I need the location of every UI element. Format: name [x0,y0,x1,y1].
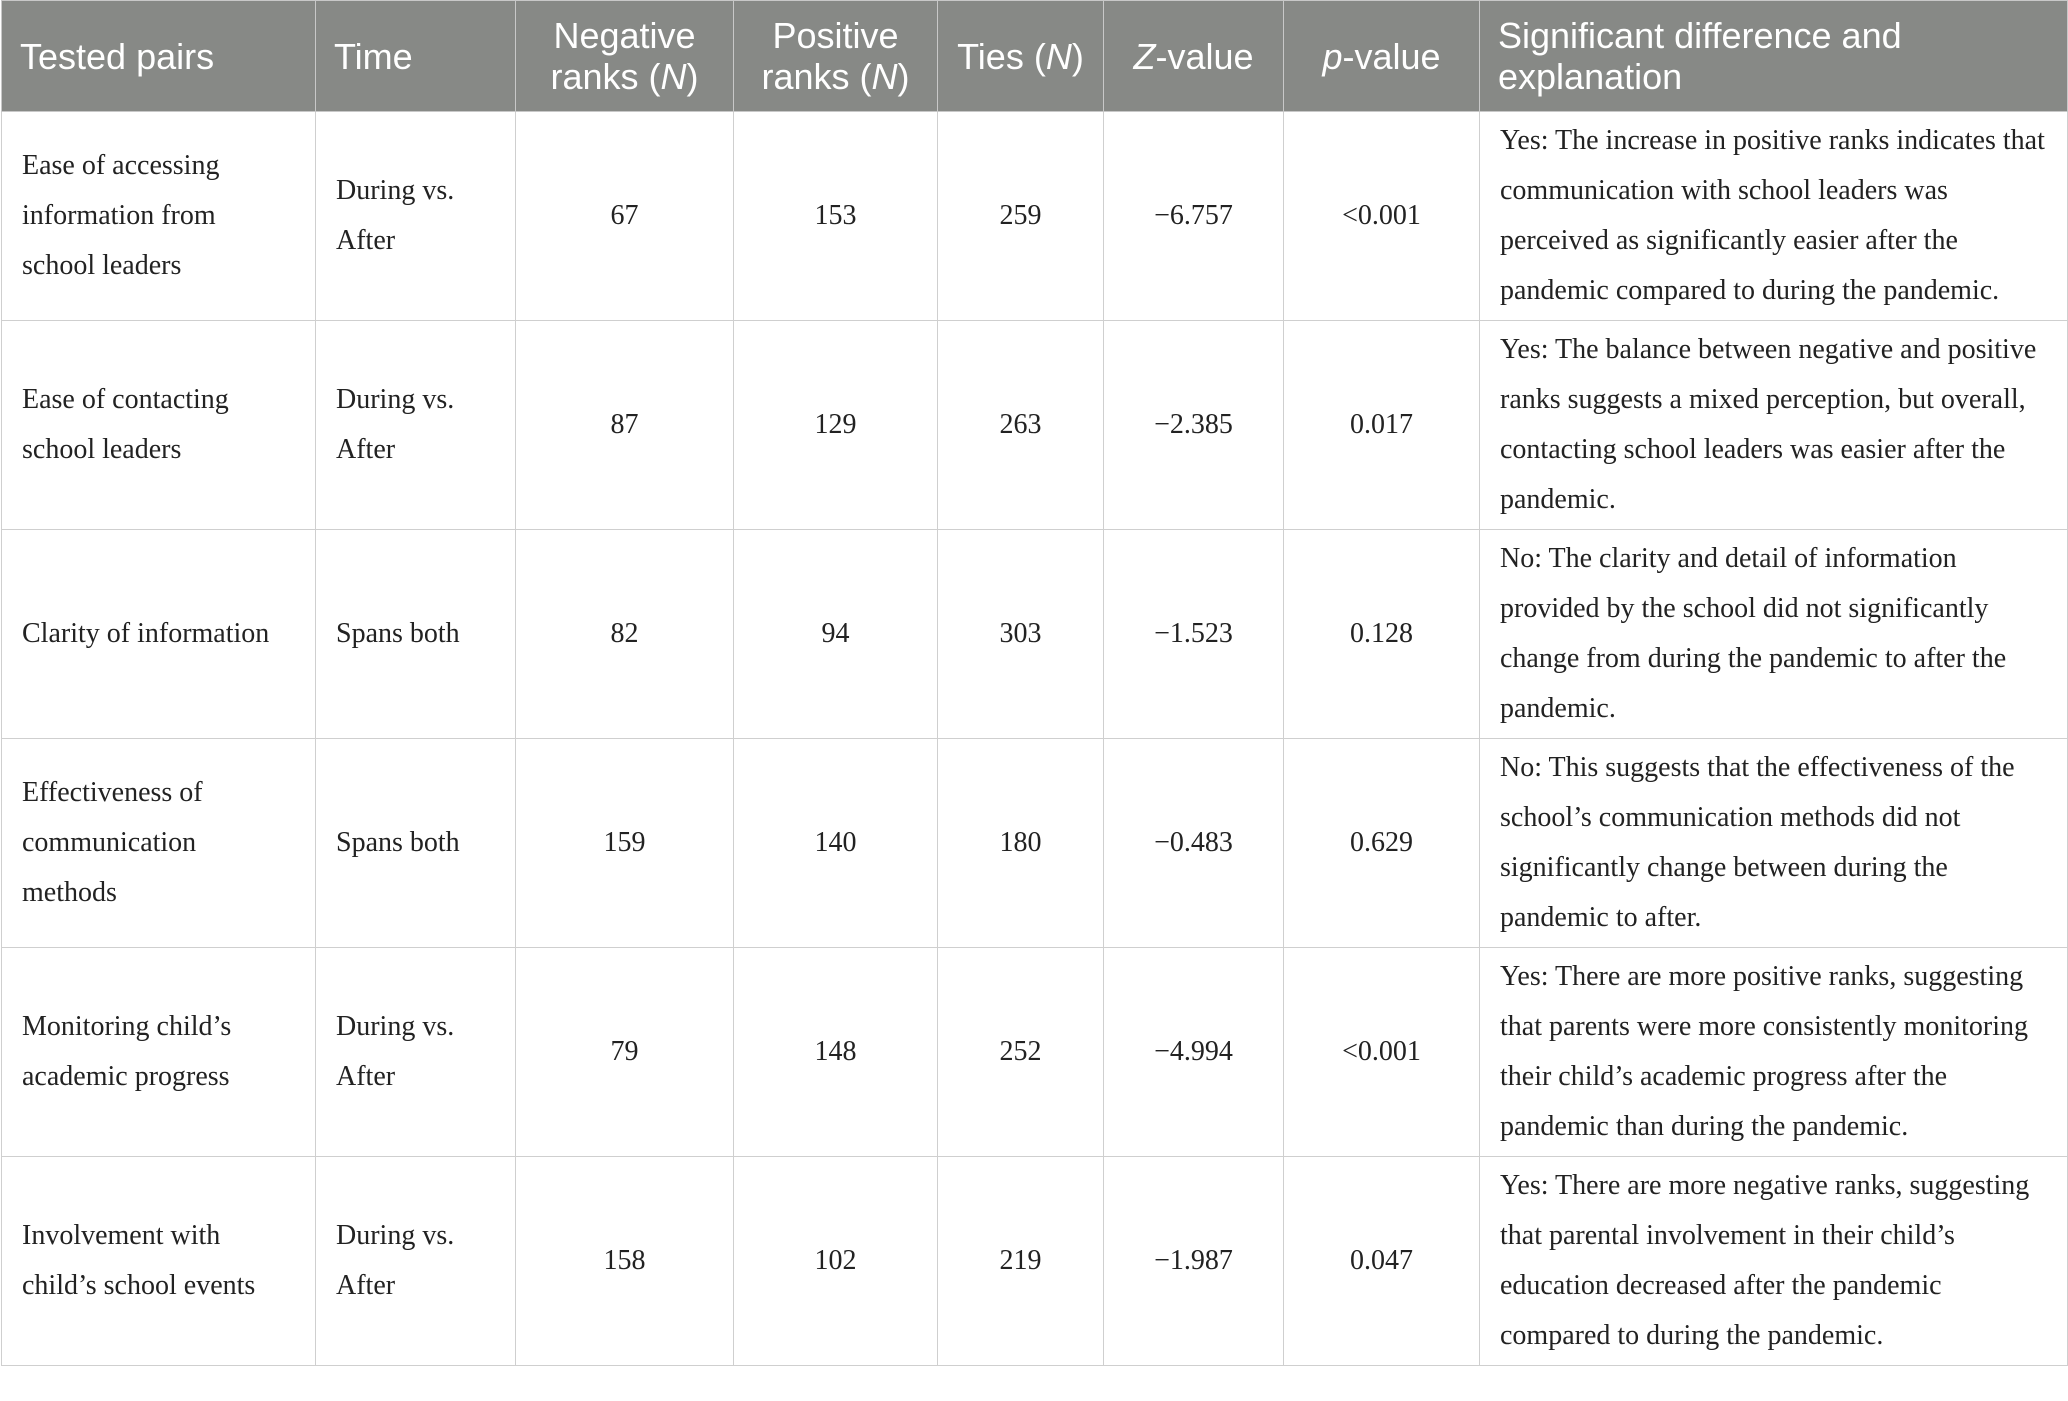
cell-positive-ranks: 140 [734,739,938,948]
cell-negative-ranks: 158 [516,1157,734,1366]
results-table [1,0,2068,1366]
table-row [2,112,2068,321]
cell-negative-ranks: 159 [516,739,734,948]
cell-explanation: Yes: The increase in positive ranks indicates that communication with school leaders was perceived as significantly easier after the pandemic compared to during the pandemic. [1480,112,2068,321]
cell-explanation: No: The clarity and detail of information provided by the school did not significantly change from during the pandemic to after the pandemic. [1480,530,2068,739]
cell-tested-pair: Clarity of information [2,530,316,739]
table-row [2,321,2068,530]
header-negative-ranks: Negative ranks (N) [516,1,734,112]
cell-explanation: Yes: The balance between negative and positive ranks suggests a mixed perception, but overall, contacting school leaders was easier after the pandemic. [1480,321,2068,530]
cell-explanation: Yes: There are more negative ranks, suggesting that parental involvement in their child’s education decreased after the pandemic compared to during the pandemic. [1480,1157,2068,1366]
cell-p-value: <0.001 [1284,948,1480,1157]
cell-time: Spans both [316,530,516,739]
header-ties: Ties (N) [938,1,1104,112]
header-time: Time [316,1,516,112]
cell-tested-pair: Ease of accessing information from school leaders [2,112,316,321]
cell-negative-ranks: 82 [516,530,734,739]
cell-ties: 180 [938,739,1104,948]
cell-tested-pair: Monitoring child’s academic progress [2,948,316,1157]
header-p-value: p-value [1284,1,1480,112]
cell-explanation: No: This suggests that the effectiveness of the school’s communication methods did not significantly change between during the pandemic to after. [1480,739,2068,948]
cell-z-value: −1.987 [1104,1157,1284,1366]
cell-time: Spans both [316,739,516,948]
cell-ties: 303 [938,530,1104,739]
cell-tested-pair: Effectiveness of communication methods [2,739,316,948]
cell-positive-ranks: 129 [734,321,938,530]
cell-negative-ranks: 79 [516,948,734,1157]
cell-ties: 219 [938,1157,1104,1366]
cell-positive-ranks: 94 [734,530,938,739]
cell-ties: 252 [938,948,1104,1157]
header-positive-ranks: Positive ranks (N) [734,1,938,112]
table-row [2,530,2068,739]
cell-z-value: −6.757 [1104,112,1284,321]
cell-p-value: <0.001 [1284,112,1480,321]
cell-negative-ranks: 67 [516,112,734,321]
table-row [2,739,2068,948]
cell-z-value: −4.994 [1104,948,1284,1157]
cell-p-value: 0.128 [1284,530,1480,739]
header-tested-pairs: Tested pairs [2,1,316,112]
cell-tested-pair: Involvement with child’s school events [2,1157,316,1366]
cell-positive-ranks: 148 [734,948,938,1157]
cell-positive-ranks: 153 [734,112,938,321]
cell-time: During vs. After [316,112,516,321]
cell-time: During vs. After [316,948,516,1157]
header-explanation: Significant difference and explanation [1480,1,2068,112]
cell-z-value: −0.483 [1104,739,1284,948]
table-row [2,1157,2068,1366]
cell-z-value: −2.385 [1104,321,1284,530]
cell-positive-ranks: 102 [734,1157,938,1366]
cell-negative-ranks: 87 [516,321,734,530]
cell-time: During vs. After [316,1157,516,1366]
cell-ties: 259 [938,112,1104,321]
cell-ties: 263 [938,321,1104,530]
table-row [2,948,2068,1157]
cell-explanation: Yes: There are more positive ranks, suggesting that parents were more consistently monitoring their child’s academic progress after the pandemic than during the pandemic. [1480,948,2068,1157]
cell-p-value: 0.017 [1284,321,1480,530]
cell-z-value: −1.523 [1104,530,1284,739]
cell-tested-pair: Ease of contacting school leaders [2,321,316,530]
header-z-value: Z-value [1104,1,1284,112]
cell-p-value: 0.047 [1284,1157,1480,1366]
cell-time: During vs. After [316,321,516,530]
cell-p-value: 0.629 [1284,739,1480,948]
header-row [2,1,2068,112]
